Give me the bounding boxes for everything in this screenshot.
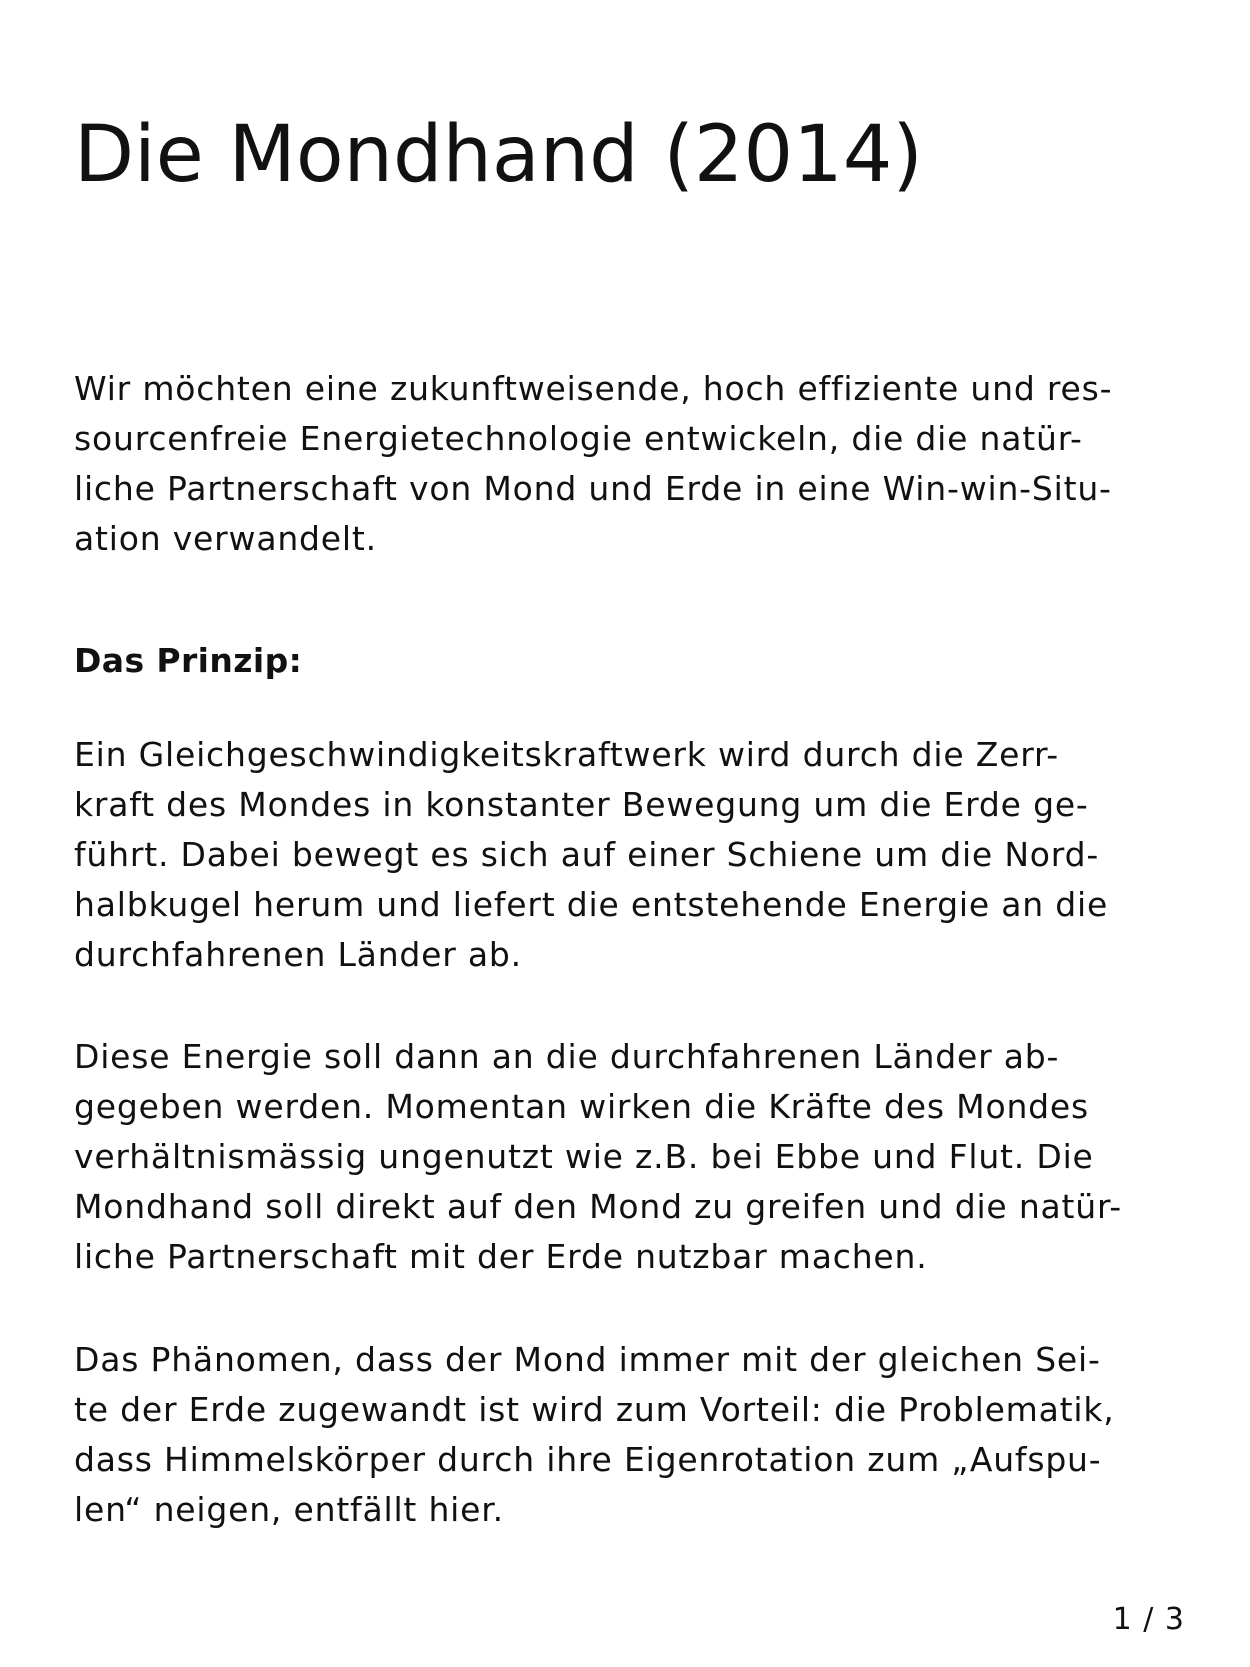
text-line: liche Partnerschaft von Mond und Erde in eine Win-win-Situ- xyxy=(74,469,1112,508)
paragraph-phenomenon xyxy=(74,1335,1184,1535)
text-line: ation verwandelt. xyxy=(74,519,377,558)
text-line: te der Erde zugewandt ist wird zum Vorteil: die Problematik, xyxy=(74,1390,1115,1429)
text-line: gegeben werden. Momentan wirken die Kräfte des Mondes xyxy=(74,1087,1089,1126)
paragraph-principle xyxy=(74,730,1184,980)
text-line: kraft des Mondes in konstanter Bewegung um die Erde ge- xyxy=(74,785,1089,824)
text-line: führt. Dabei bewegt es sich auf einer Schiene um die Nord- xyxy=(74,835,1100,874)
text-line: Mondhand soll direkt auf den Mond zu greifen und die natür- xyxy=(74,1187,1122,1226)
text-line: dass Himmelskörper durch ihre Eigenrotation zum „Aufspu- xyxy=(74,1440,1102,1479)
page-title: Die Mondhand (2014) xyxy=(74,110,923,200)
text-line: durchfahrenen Länder ab. xyxy=(74,935,522,974)
text-line: Das Phänomen, dass der Mond immer mit der gleichen Sei- xyxy=(74,1340,1101,1379)
text-line: Ein Gleichgeschwindigkeitskraftwerk wird durch die Zerr- xyxy=(74,735,1060,774)
text-line: halbkugel herum und liefert die entstehende Energie an die xyxy=(74,885,1109,924)
text-line: Diese Energie soll dann an die durchfahrenen Länder ab- xyxy=(74,1037,1060,1076)
text-line: verhältnismässig ungenutzt wie z.B. bei Ebbe und Flut. Die xyxy=(74,1137,1094,1176)
paragraph-energy xyxy=(74,1032,1184,1282)
text-line: liche Partnerschaft mit der Erde nutzbar machen. xyxy=(74,1237,928,1276)
intro-paragraph xyxy=(74,364,1184,564)
page-number: 1 / 3 xyxy=(1112,1602,1185,1637)
text-line: Wir möchten eine zukunftweisende, hoch effiziente und res- xyxy=(74,369,1113,408)
section-heading: Das Prinzip: xyxy=(74,641,303,680)
text-line: sourcenfreie Energietechnologie entwickeln, die die natür- xyxy=(74,419,1083,458)
text-line: len“ neigen, entfällt hier. xyxy=(74,1490,504,1529)
